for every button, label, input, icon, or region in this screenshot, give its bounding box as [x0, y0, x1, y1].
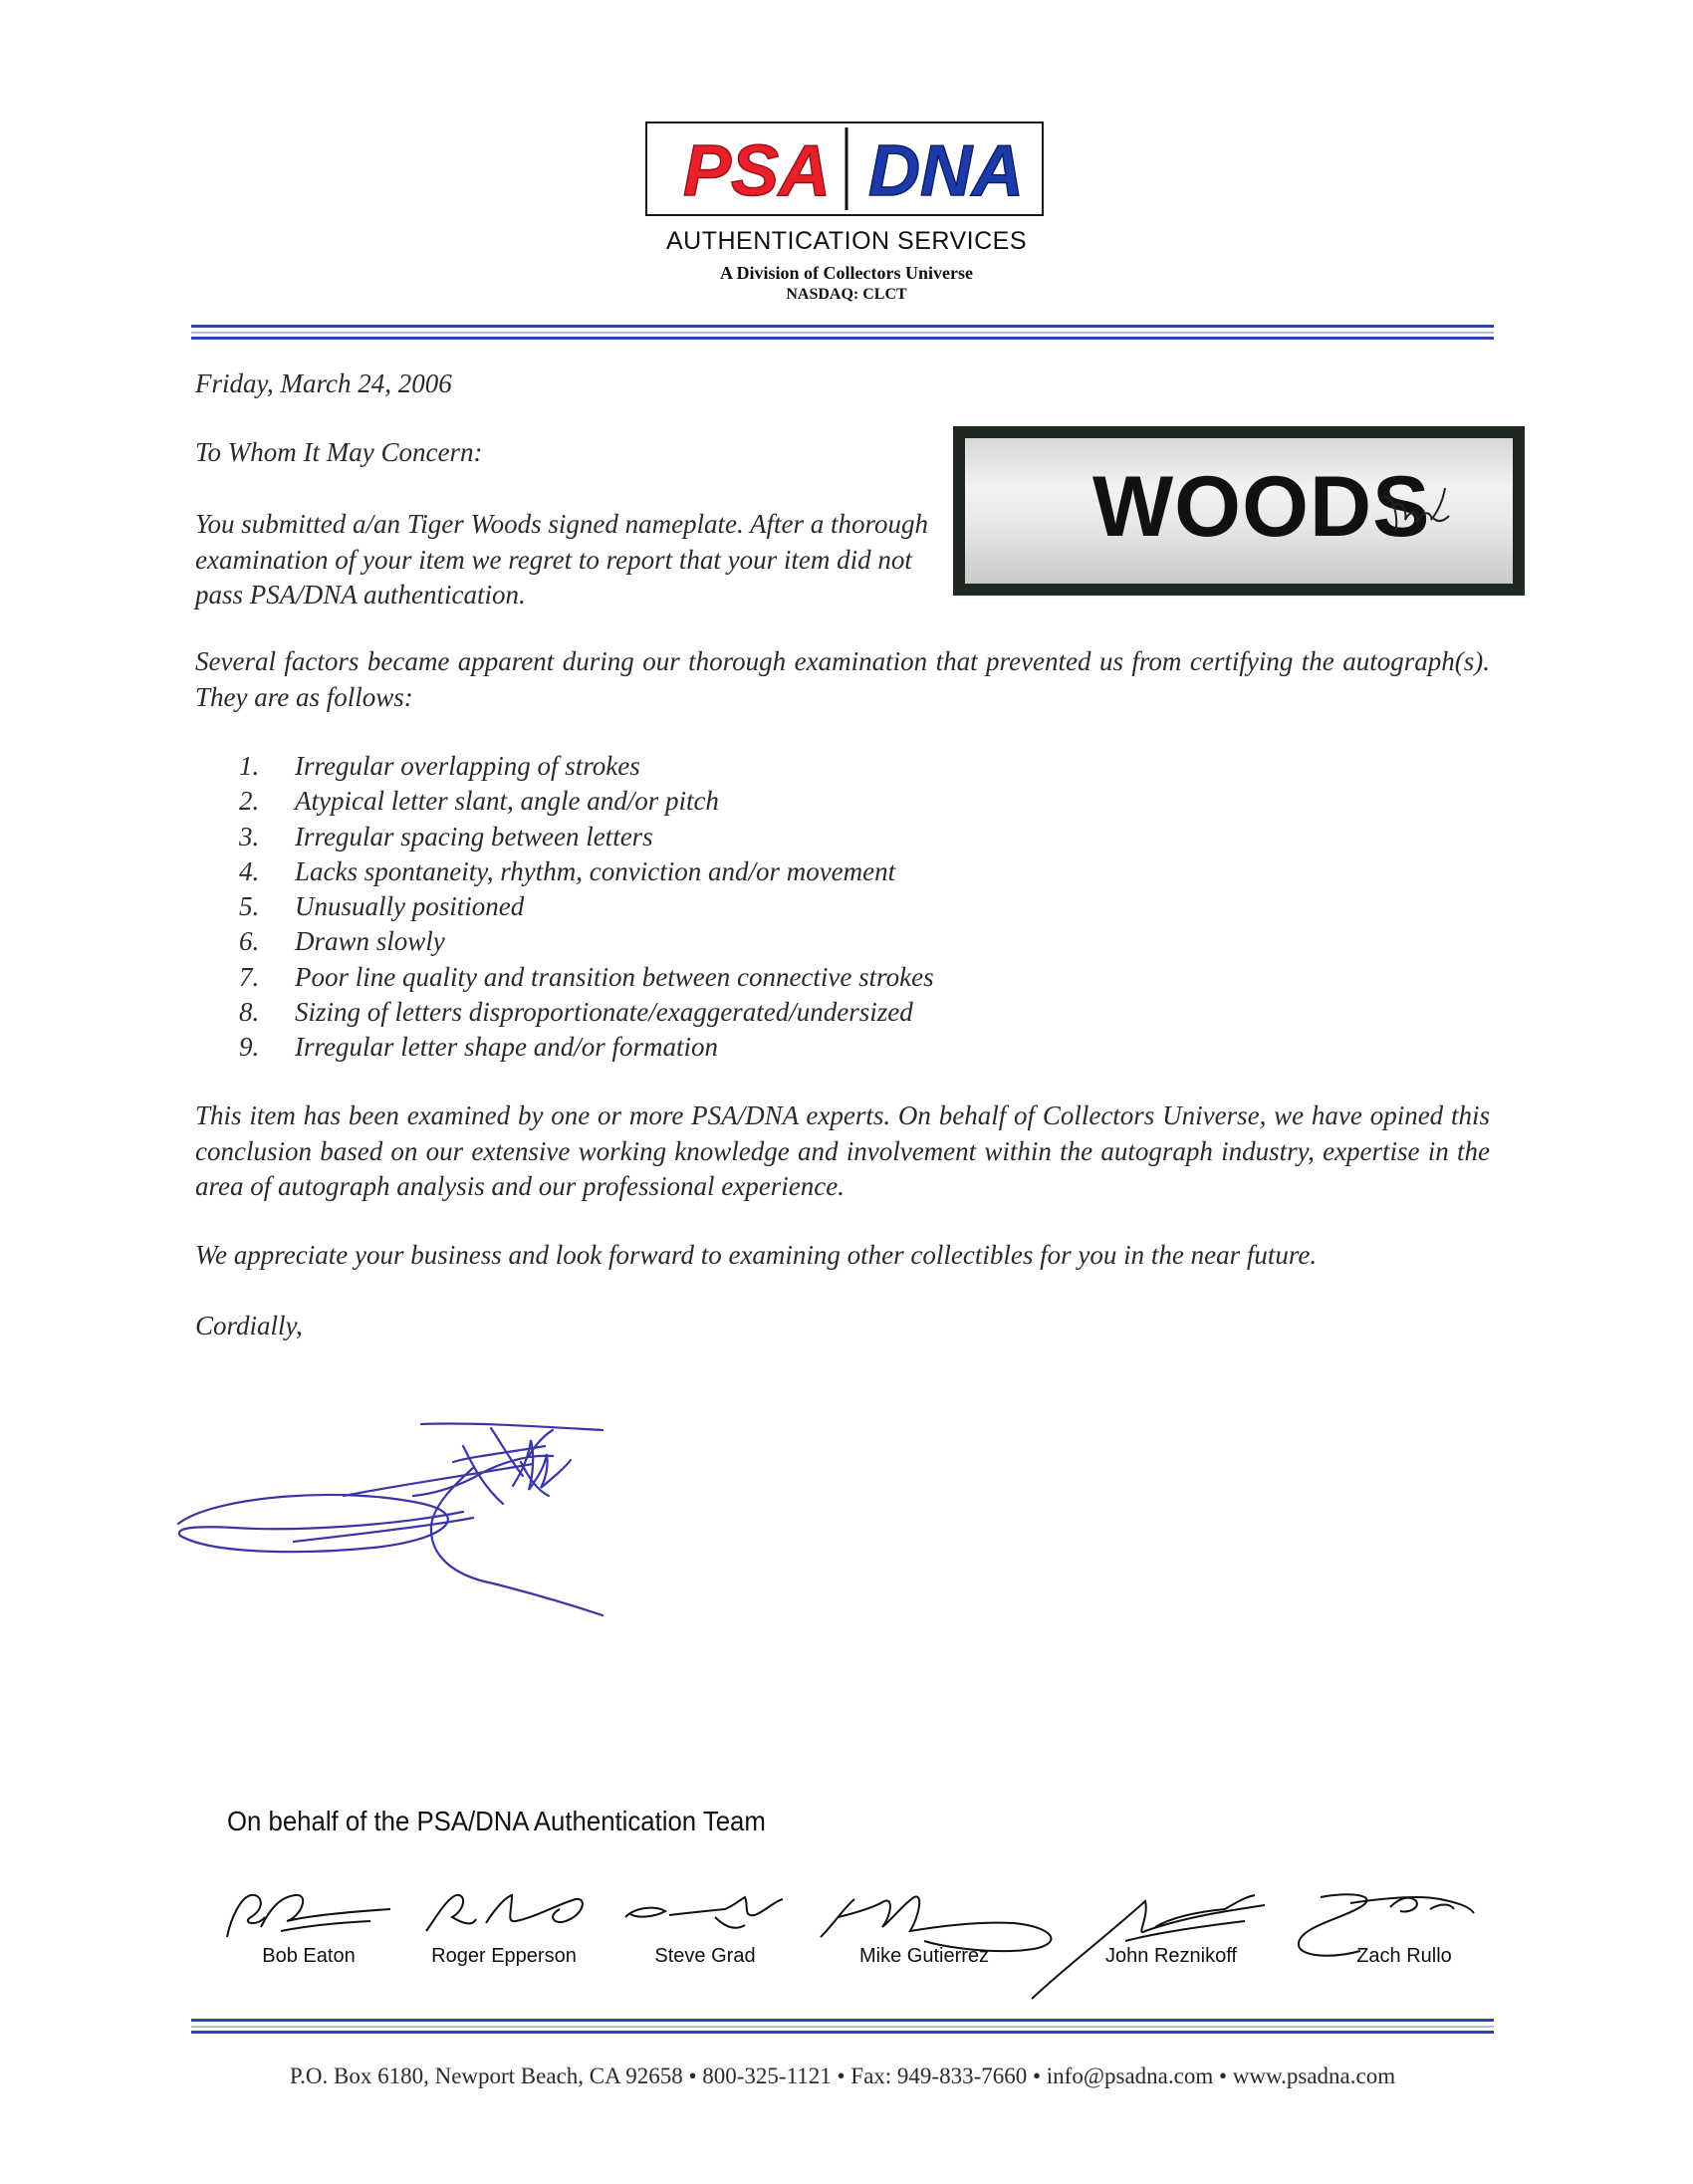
factors-intro: Several factors became apparent during our thorough examination that prevented us from certifying the autograph(s). They are as follows: [195, 646, 1490, 712]
nameplate-image [953, 426, 1525, 596]
header-rule-bottom [191, 337, 1494, 340]
main-signature [174, 1416, 812, 1635]
list-item: 5. Unusually positioned [239, 891, 525, 922]
list-item: 8. Sizing of letters disproportionate/exaggerated/undersized [239, 997, 913, 1028]
letter-closing: Cordially, [195, 1311, 303, 1340]
header-rule-mid [191, 332, 1494, 334]
letter-conclusion: This item has been examined by one or more PSA/DNA experts. On behalf of Collectors Universe, we have opined this conclusion based on our extensive working knowledge and involvement within the autograph industry, expertise in the area of autograph analysis and our professional experience. [195, 1100, 1490, 1201]
list-item: 6. Drawn slowly [239, 926, 445, 957]
letter-intro: You submitted a/an Tiger Woods signed nameplate. After a thorough examination of your item we regret to report that your item did not pass PSA/DNA authentication. [195, 509, 929, 609]
logo-psa: PSA [682, 131, 832, 211]
footer-contact: P.O. Box 6180, Newport Beach, CA 92658 • 800-325-1121 • Fax: 949-833-7660 • info@psadna.com • www.psadna.com [289, 2063, 1396, 2088]
list-item: 2. Atypical letter slant, angle and/or pitch [239, 786, 719, 817]
team-member-name: Bob Eaton [262, 1945, 356, 1967]
signature-bob-eaton [221, 1887, 400, 1947]
logo-dna: DNA [868, 131, 1024, 211]
signature-roger-epperson [416, 1887, 596, 1947]
list-item: 4. Lacks spontaneity, rhythm, conviction and/or movement [239, 855, 896, 886]
letter-appreciation: We appreciate your business and look forward to examining other collectibles for you in the near future. [195, 1240, 1318, 1270]
nameplate-surface [965, 438, 1513, 584]
list-item: 9. Irregular letter shape and/or formation [239, 1032, 718, 1063]
list-item: 1. Irregular overlapping of strokes [239, 751, 640, 781]
header-rule-top [191, 325, 1494, 328]
letter-date: Friday, March 24, 2006 [195, 368, 452, 398]
nameplate-text: WOODS [1092, 459, 1431, 555]
factors-list [239, 749, 934, 1066]
footer-rule-mid [191, 2026, 1494, 2028]
footer-rule-bottom [191, 2031, 1494, 2034]
nasdaq-ticker: NASDAQ: CLCT [786, 286, 907, 303]
nameplate-autograph [1373, 480, 1453, 540]
footer-rule-top [191, 2019, 1494, 2022]
team-member-name: John Reznikoff [1105, 1945, 1237, 1967]
team-member-name: Zach Rullo [1356, 1945, 1452, 1967]
team-member-name: Mike Gutierrez [858, 1945, 990, 1967]
team-member-name: Steve Grad [654, 1945, 756, 1967]
company-division: A Division of Collectors Universe [720, 263, 973, 283]
company-subtitle: AUTHENTICATION SERVICES [665, 227, 1027, 255]
list-item: 3. Irregular spacing between letters [239, 821, 653, 851]
psa-dna-logo [645, 121, 1044, 216]
team-member-name: Roger Epperson [431, 1945, 577, 1967]
signature-steve-grad [615, 1887, 795, 1947]
letter-salutation: To Whom It May Concern: [195, 437, 483, 467]
list-item: 7. Poor line quality and transition between connective strokes [239, 961, 934, 992]
team-heading: On behalf of the PSA/DNA Authentication Team [227, 1806, 766, 1836]
